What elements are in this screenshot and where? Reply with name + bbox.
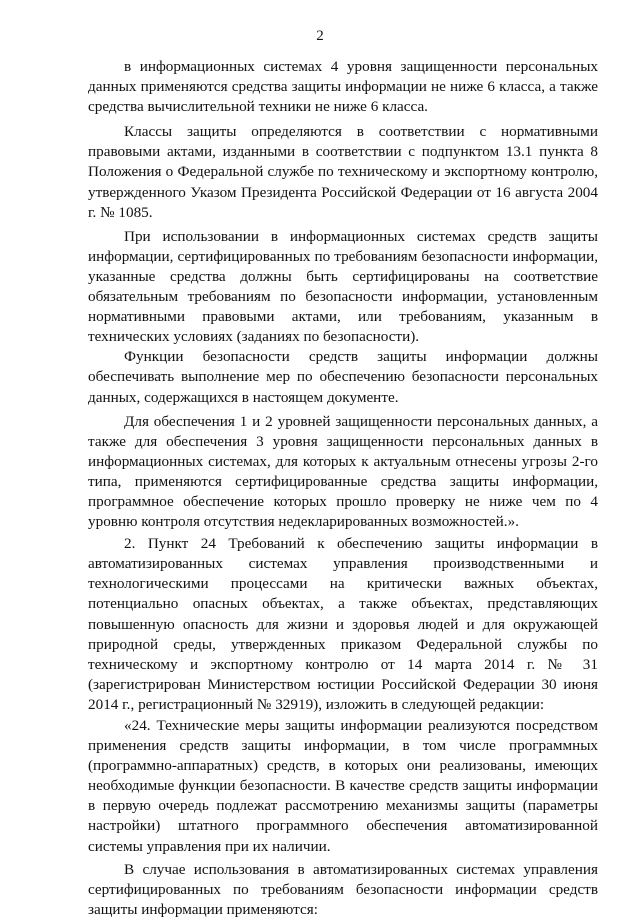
- paragraph-8: В случае использования в автоматизированных системах управления сертифицированных по требованиям безопасности информации средств защиты информации применяются:: [88, 860, 598, 918]
- document-body: [88, 57, 598, 920]
- paragraph-5: Для обеспечения 1 и 2 уровней защищенности персональных данных, а также для обеспечения 3 уровня защищенности персональных данных в информационных системах, для которых к актуальным отнесены угрозы 2-го типа, применяются сертифицированные средства защиты информации, программное обеспечение которых прошло проверку не ниже чем по 4 уровню контроля отсутствия недекларированных возможностей.».: [88, 412, 598, 531]
- paragraph-4: Функции безопасности средств защиты информации должны обеспечивать выполнение мер по обеспечению безопасности персональных данных, содержащихся в настоящем документе.: [88, 348, 598, 406]
- paragraph-7: «24. Технические меры защиты информации реализуются посредством применения средств защиты информации, в том числе программных (программно-аппаратных) средств, в которых они реализованы, имеющих необходимые функции безопасности. В качестве средств защиты информации в первую очередь подлежат рассмотрению механизмы защиты (параметры настройки) штатного программного обеспечения автоматизированной системы управления при их наличии.: [88, 717, 598, 855]
- paragraph-6: 2. Пункт 24 Требований к обеспечению защиты информации в автоматизированных системах управления производственными и технологическими процессами на критически важных объектах, потенциально опасных объектах, а также объектах, представляющих повышенную опасность для жизни и здоровья людей и для окружающей природной среды, утвержденных приказом Федеральной службы по техническому и экспортному контролю от 14 марта 2014 г. № 31 (зарегистрирован Министерством юстиции Российской Федерации 30 июня 2014 г., регистрационный № 32919), изложить в следующей редакции:: [88, 535, 598, 713]
- page-number: 2: [316, 28, 324, 44]
- paragraph-1: в информационных системах 4 уровня защищенности персональных данных применяются средства защиты информации не ниже 6 класса, а также средства вычислительной техники не ниже 6 класса.: [88, 58, 598, 116]
- paragraph-3: При использовании в информационных системах средств защиты информации, сертифицированных по требованиям безопасности информации, указанные средства должны быть сертифицированы на соответствие обязательным требованиям по безопасности информации, установленным нормативными правовыми актами, или требованиям, указанным в технических условиях (заданиях по безопасности).: [88, 227, 598, 346]
- paragraph-2: Классы защиты определяются в соответствии с нормативными правовыми актами, изданными в соответствии с подпунктом 13.1 пункта 8 Положения о Федеральной службе по техническому и экспортному контролю, утвержденного Указом Президента Российской Федерации от 16 августа 2004 г. № 1085.: [88, 123, 598, 221]
